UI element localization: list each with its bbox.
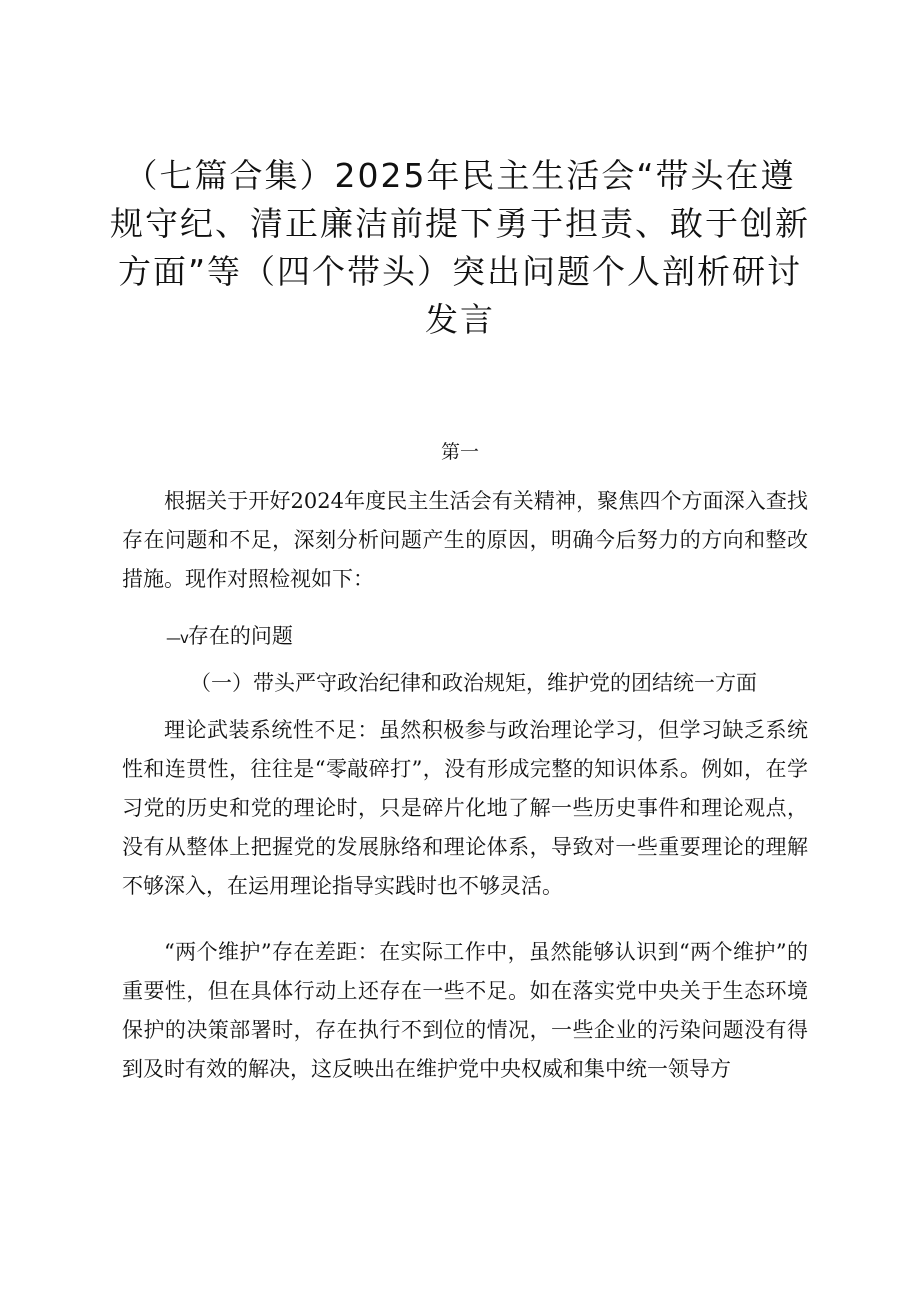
heading-text: 存在的问题 [187,624,293,648]
title-line-1: （七篇合集）2025年民主生活会“带头在遵 [124,156,796,195]
title-line-2: 规守纪、清正廉洁前提下勇于担责、敢于创新 [110,204,810,243]
title-line-3: 方面”等（四个带头）突出问题个人剖析研讨 [117,252,803,291]
body-paragraph-2: “两个维护”存在差距：在实际工作中，虽然能够认识到“两个维护”的重要性，但在具体行动上还存在一些不足。如在落实党中央关于生态环境保护的决策部署时，存在执行不到位的情况，一些企业的污染问题没有得到及时有效的解决，这反映出在维护党中央权威和集中统一领导方 [122,940,808,1081]
section-heading [166,620,293,654]
title-line-4: 发言 [425,300,495,339]
body-paragraph-1: 理论武装系统性不足：虽然积极参与政治理论学习，但学习缺乏系统性和连贯性，往往是“零敲碎打”，没有形成完整的知识体系。例如，在学习党的历史和党的理论时，只是碎片化地了解一些历史事件和理论观点，没有从整体上把握党的发展脉络和理论体系，导致对一些重要理论的理解不够深入，在运用理论指导实践时也不够灵活。 [122,718,808,898]
document-title [100,152,820,344]
intro-paragraph: 根据关于开好2024年度民主生活会有关精神，聚焦四个方面深入查找存在问题和不足，深刻分析问题产生的原因，明确今后努力的方向和整改措施。现作对照检视如下： [122,489,808,591]
heading-prefix: —v [166,629,188,647]
subsection-heading: （一）带头严守政治纪律和政治规矩，维护党的团结统一方面 [190,671,757,695]
section-label: 第一 [440,441,479,463]
